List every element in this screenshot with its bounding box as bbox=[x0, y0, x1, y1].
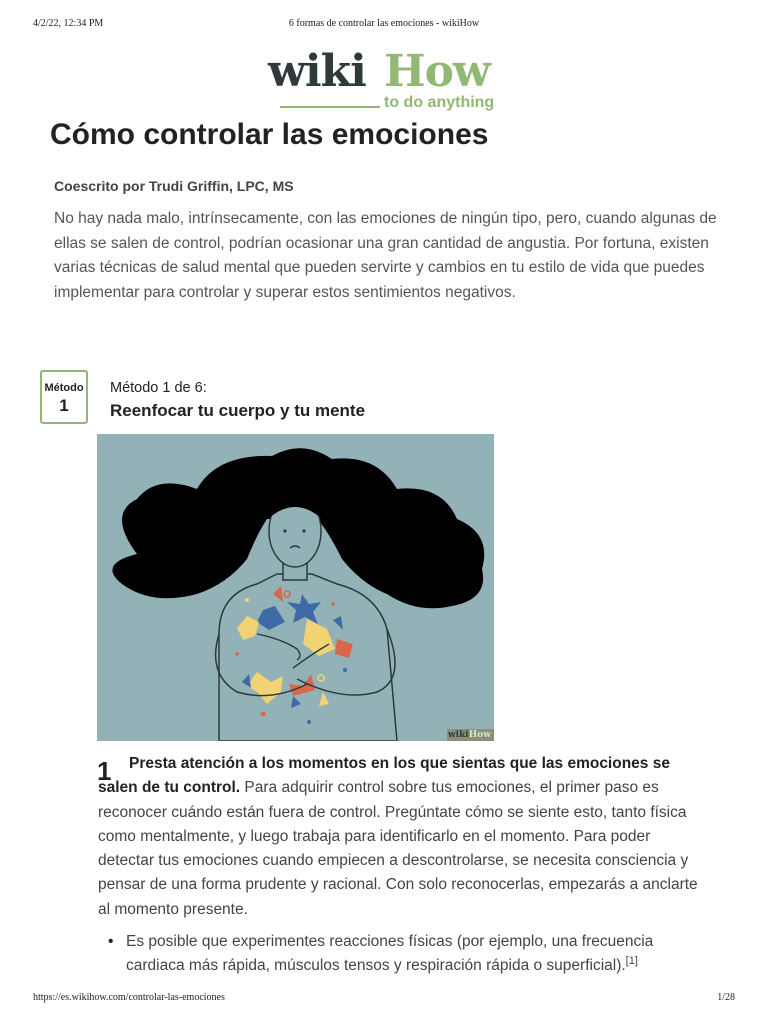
method-badge-label: Método bbox=[44, 382, 84, 394]
article-title: Cómo controlar las emociones bbox=[50, 118, 489, 151]
list-item bbox=[108, 930, 708, 979]
step-illustration bbox=[97, 434, 494, 741]
method-badge bbox=[40, 370, 88, 424]
illustration-watermark bbox=[448, 730, 491, 740]
bullet-text: Es posible que experimentes reacciones físicas (por ejemplo, una frecuencia cardiaca más rápida, músculos tensos y respiración rápida o superficial). bbox=[126, 933, 654, 975]
logo-tagline: to do anything bbox=[384, 94, 495, 111]
step-bold-text: Presta atención a los momentos en los que sientas que las emociones se salen de tu control. bbox=[98, 755, 670, 797]
article-intro: No hay nada malo, intrínsecamente, con las emociones de ningún tipo, pero, cuando algunas de ellas se salen de control, podrían ocasionar una gran cantidad de angustia. Por fortuna, existen varias técnicas de salud mental que pueden servirte y cambios en tu estilo de vida que puedes implementar para controlar y superar estos sentimientos negativos. bbox=[54, 210, 717, 301]
wikihow-logo[interactable] bbox=[268, 48, 508, 114]
woman-emotions-illustration bbox=[97, 434, 494, 741]
step-text bbox=[98, 752, 698, 922]
reference-link[interactable]: [1] bbox=[625, 955, 638, 968]
print-page-title: 6 formas de controlar las emociones - wikiHow bbox=[288, 18, 480, 29]
print-url: https://es.wikihow.com/controlar-las-emociones bbox=[33, 992, 225, 1003]
watermark-how-text: How bbox=[468, 730, 491, 740]
step-number: 1 bbox=[97, 756, 112, 786]
logo-how-text: How bbox=[384, 46, 490, 97]
step-bullet-list bbox=[108, 930, 708, 979]
print-page-number: 1/28 bbox=[717, 992, 735, 1003]
print-footer bbox=[33, 992, 735, 1006]
method-badge-number: 1 bbox=[59, 396, 69, 415]
logo-underline bbox=[280, 106, 380, 108]
method-counter: Método 1 de 6: bbox=[110, 380, 207, 396]
print-datetime: 4/2/22, 12:34 PM bbox=[33, 18, 104, 29]
watermark-wiki-text: wiki bbox=[447, 730, 469, 740]
article-byline: Coescrito por Trudi Griffin, LPC, MS bbox=[54, 178, 294, 194]
logo-wiki-text: wiki bbox=[268, 46, 366, 97]
print-header bbox=[33, 18, 735, 32]
method-title: Reenfocar tu cuerpo y tu mente bbox=[110, 401, 366, 420]
step-body-text: Para adquirir control sobre tus emociones, el primer paso es reconocer cuándo están fuera de control. Pregúntate cómo se siente esto, tanto física como mentalmente, y luego trabaja para identificarlo en el momento. Para poder detectar tus emociones cuando empiecen a descontrolarse, se necesita consciencia y pensar de una forma prudente y racional. Con solo reconocerlas, empezarás a anclarte al momento presente. bbox=[98, 779, 698, 918]
